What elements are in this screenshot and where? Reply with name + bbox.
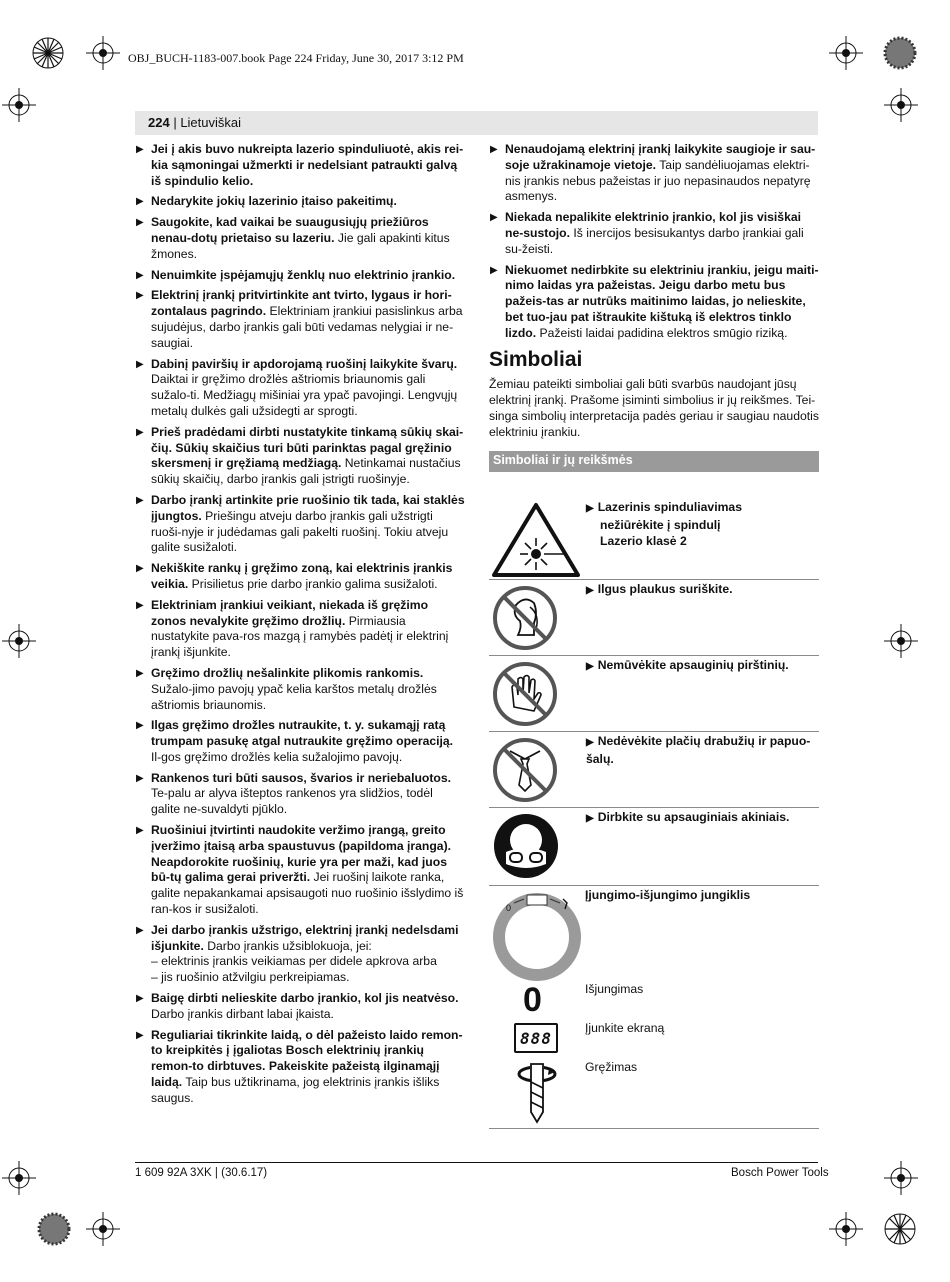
item-bold-text: Baigę dirbti nelieskite darbo įrankio, kol jis neatvėso. [151,991,459,1006]
bullet-triangle-icon: ▶ [490,212,498,224]
bullet-triangle-icon: ▶ [136,217,144,229]
bullet-triangle-icon: ▶ [136,494,144,506]
list-item [135,923,465,986]
bullet-triangle-icon: ▶ [136,1029,144,1041]
bullet-triangle-icon: ▶ [136,426,144,438]
item-bold-text: Dabinį paviršių ir apdorojamą ruošinį laikykite švarų. [151,356,458,371]
switch-item-label: Įjunkite ekraną [585,1021,665,1035]
item-bold-text: Reguliariai tikrinkite laidą, o dėl pažeisto laido remon-to kreipkitės į įgaliotas Bosch elektrinių įrankių remon-to dirbtuves. Pakeiskite pažeistą ilginamąjį laidą. [151,1027,463,1090]
list-item [135,823,465,918]
list-item [135,425,465,488]
book-header: OBJ_BUCH-1183-007.book Page 224 Friday, June 30, 2017 3:12 PM [128,51,464,65]
bullet-triangle-icon: ▶ [586,503,594,514]
list-item [489,263,819,342]
sub-list-item: – elektrinis įrankis veikiamas per didele apkrova arba [151,954,437,969]
bullet-triangle-icon: ▶ [586,661,594,672]
no-gloves-icon [492,661,558,727]
registration-mark-icon [2,88,36,122]
list-item [135,991,465,1023]
item-bold-text: Nekiškite rankų į gręžimo zoną, kai elektrinis įrankis veikia. [151,561,453,591]
symbol-line: Nedėvėkite plačių drabužių ir papuo-šalų. [586,734,811,766]
bullet-triangle-icon: ▶ [136,720,144,732]
item-bold-text: Prieš pradėdami dirbti nustatykite tinkamą sūkių skai-čių. Sūkių skaičius turi būti parinktas pagal gręžinio skersmenį ir gręžiamą medžiagą. [151,424,464,471]
bullet-triangle-icon: ▶ [136,599,144,611]
symbol-text [586,809,789,827]
item-bold-text: Elektriniam įrankiui veikiant, niekada iš gręžimo zonos nevalykite gręžimo drožlių. [151,597,429,628]
symbol-row [489,731,819,808]
page-number: 224 [148,115,170,130]
item-text: Taip bus užtikrinama, jog elektrinis įrankis išliks saugus. [151,1075,440,1105]
page-language: Lietuviškai [180,115,242,130]
symbol-row [489,655,819,732]
sub-list-item: – jis ruošinio atžvilgiu perkreipiamas. [151,970,350,985]
symbol-text [586,499,742,549]
symbol-row [489,497,819,580]
display-icon [514,1023,558,1053]
symbol-row [489,807,819,886]
list-item [135,268,465,284]
left-column [135,142,465,1112]
item-bold-text: Rankenos turi būti sausos, švarios ir neriebaluotos. [151,770,452,785]
item-bold-text: Darbo įrankį artinkite prie ruošinio tik tada, kai staklės įjungtos. [151,492,465,523]
item-text: Netinkamai nustačius sūkių skaičių, darbo įrankis gali įstrigti ruošinyje. [151,456,461,487]
display-digits: 888 [520,1028,552,1048]
section-intro: Žemiau pateikti simboliai gali būti svarbūs naudojant jūsų elektrinį įrankį. Prašome įsiminti simbolius ir jų reikšmes. Tei-singa simbolių interpretacija padės geriau ir saugiau naudotis elektriniu įrankiu. [489,377,819,439]
bullet-triangle-icon: ▶ [136,563,144,575]
item-bold-text: Niekuomet nedirbkite su elektriniu įrankiu, jeigu maiti-nimo laidas yra pažeistas. Jeigu darbo metu bus pažeis-tas ar nutrūks maitinimo laidas, jo nelieskite, bet tuo-jau pat ištraukite kištuką iš elektros tinklo lizdo. [505,262,819,340]
item-text: Priešingu atveju darbo įrankis gali užstrigti ruoši-nyje ir judėdamas gali pakelti ruošinį. Tokiu atveju galite susižaloti. [151,508,449,555]
item-bold-text: Jei darbo įrankis užstrigo, elektrinį įrankį nedelsdami išjunkite. [151,922,459,953]
list-item [135,215,465,262]
item-text: Pažeisti laidai padidina elektros smūgio riziką. [536,325,788,340]
gray-target-icon [883,36,917,70]
bullet-triangle-icon: ▶ [136,269,144,281]
on-off-dial-icon [492,889,582,981]
registration-mark-icon [86,1212,120,1246]
registration-mark-icon [2,624,36,658]
item-text: Taip sandėliuojamas elektri-nis įrankis nebus pažeistas ir juo nepasinaudos nepatyrę asmenys. [505,157,811,204]
list-item [135,561,465,593]
sub-list [151,954,465,986]
item-text: Jie gali apakinti kitus žmones. [151,230,450,261]
bullet-triangle-icon: ▶ [136,196,144,208]
list-item [135,194,465,210]
symbol-line: Ilgus plaukus suriškite. [597,582,733,596]
item-bold-text: Ruošiniui įtvirtinti naudokite veržimo įrangą, greito įveržimo įtaisą arba spaustuvus (papildoma įranga). Neapdorokite ruošinių, kurie yra per maži, kad juos bū-tų galima gerai priveržti. [151,823,452,885]
registration-mark-icon [2,1161,36,1195]
item-bold-text: Nenuimkite įspėjamųjų ženklų nuo elektrinio įrankio. [151,267,456,282]
color-target-icon [31,36,65,70]
registration-mark-icon [884,624,918,658]
page-label: 224 | Lietuviškai [148,115,242,130]
bullet-triangle-icon: ▶ [136,144,144,155]
registration-mark-icon [86,36,120,70]
item-bold-text: Saugokite, kad vaikai be suaugusiųjų priežiūros nenau-dotų prietaiso su lazeriu. [151,215,429,245]
bullet-triangle-icon: ▶ [136,924,144,936]
bullet-triangle-icon: ▶ [586,585,594,596]
symbol-text [586,581,733,599]
list-item [489,142,819,205]
bullet-triangle-icon: ▶ [136,358,144,370]
registration-mark-icon [884,88,918,122]
list-item [489,210,819,257]
gray-target-icon [37,1212,71,1246]
item-text: Darbo įrankis užsiblokuoja, jei: [203,938,372,953]
symbol-text [586,733,819,767]
symbol-line: Lazerinis spinduliavimas [597,500,742,514]
safety-goggles-icon [492,812,560,880]
item-bold-text: Nedarykite jokių lazerinio įtaiso pakeitimų. [151,194,397,209]
item-bold-text: Elektrinį įrankį pritvirtinkite ant tvirto, lygaus ir hori-zontalaus pagrindo. [151,288,452,319]
switch-title: Įjungimo-išjungimo jungiklis [585,888,751,902]
item-text: Iš inercijos besisukantys darbo įrankiai gali su-žeisti. [505,225,804,256]
item-text: Daiktai ir gręžimo drožlės aštriomis briaunomis gali sužalo-ti. Medžiagų mišiniai yra ypač pavojingi. Lengvųjų metalų dulkės gali užsidegti ar sprogti. [151,372,458,418]
bullet-triangle-icon: ▶ [136,993,144,1005]
zero-icon: 0 [523,981,542,1019]
drilling-icon [515,1060,559,1124]
item-bold-text: Jei į akis buvo nukreipta lazerio spinduliuotė, akis rei-kia sąmoningai užmerkti ir nedelsiant patraukti galvą iš spindulio kelio. [151,142,464,188]
symbol-row [489,579,819,656]
laser-warning-icon [492,502,580,578]
item-bold-text: Gręžimo drožlių nešalinkite plikomis rankomis. [151,665,424,680]
switch-block [489,885,819,1129]
color-target-icon [883,1212,917,1246]
switch-item-label: Gręžimas [585,1060,638,1074]
bullet-triangle-icon: ▶ [136,825,144,837]
symbol-text [586,657,789,675]
registration-mark-icon [884,1161,918,1195]
list-item [135,357,465,420]
item-text: Darbo įrankis dirbant labai įkaista. [151,1006,334,1021]
list-item [135,771,465,818]
item-bold-text: Niekada nepalikite elektrinio įrankio, kol jis visiškai ne-sustojo. [505,210,802,240]
bullet-triangle-icon: ▶ [136,772,144,784]
item-text: Jei ruošinį laikote ranka, galite nepakankamai apsisaugoti nuo ruošinio išslydimo iš ran-kos ir susižaloti. [151,870,464,917]
bullet-triangle-icon: ▶ [586,813,594,824]
footer-brand: Bosch Power Tools [731,1167,829,1179]
list-item [135,1028,465,1107]
symbols-table-header: Simboliai ir jų reikšmės [489,451,819,472]
registration-mark-icon [829,1212,863,1246]
symbol-line: Lazerio klasė 2 [600,534,687,548]
list-item [135,598,465,661]
list-item [135,493,465,556]
bullet-triangle-icon: ▶ [490,144,498,155]
symbol-line: Nemūvėkite apsauginių pirštinių. [597,658,789,672]
item-bold-text: Ilgas gręžimo drožles nutraukite, t. y. sukamąjį ratą trumpam pasukę atgal nutraukite gręžimo operaciją. [151,718,454,749]
item-text: Te-palu ar alyva išteptos rankenos yra slidžios, todėl galite ne-suvaldyti pjūklo. [151,786,433,817]
right-column [489,142,819,472]
footer-divider [135,1162,818,1163]
bullet-triangle-icon: ▶ [136,667,144,679]
item-text: Prisilietus prie darbo įrankio galima susižaloti. [188,576,438,591]
item-text: Elektriniam įrankiui pasislinkus arba sujudėjus, darbo įrankis gali būti vedamas nelygiai ir ne-saugiai. [151,304,463,350]
item-text: Sužalo-jimo pavojų ypač kelia karštos metalų drožlės aštriomis briaunomis. [151,681,437,712]
tie-hair-icon [492,585,558,651]
item-text: Pirmiausia nustatykite pava-ros mazgą į ramybės padėtį ir elektrinį įrankį išjunkite. [151,613,449,660]
footer-doc-number: 1 609 92A 3XK | (30.6.17) [135,1167,268,1179]
bullet-triangle-icon: ▶ [490,264,498,276]
item-bold-text: Nenaudojamą elektrinį įrankį laikykite saugioje ir sau-soje užrakinamoje vietoje. [505,142,816,172]
no-loose-clothing-icon [492,737,558,803]
item-text: Il-gos gręžimo drožlės kelia sužalojimo pavojų. [151,749,403,764]
registration-mark-icon [829,36,863,70]
section-heading: Simboliai [489,347,583,371]
bullet-triangle-icon: ▶ [586,737,594,748]
symbol-line: Dirbkite su apsauginiais akiniais. [597,810,790,824]
dial-zero-label: 0 [506,903,512,913]
list-item [135,666,465,713]
list-item [135,288,465,351]
symbol-line: nežiūrėkite į spindulį [600,518,721,532]
switch-item-label: Išjungimas [585,982,644,996]
bullet-triangle-icon: ▶ [136,290,144,302]
list-item [135,142,465,189]
list-item [135,718,465,765]
